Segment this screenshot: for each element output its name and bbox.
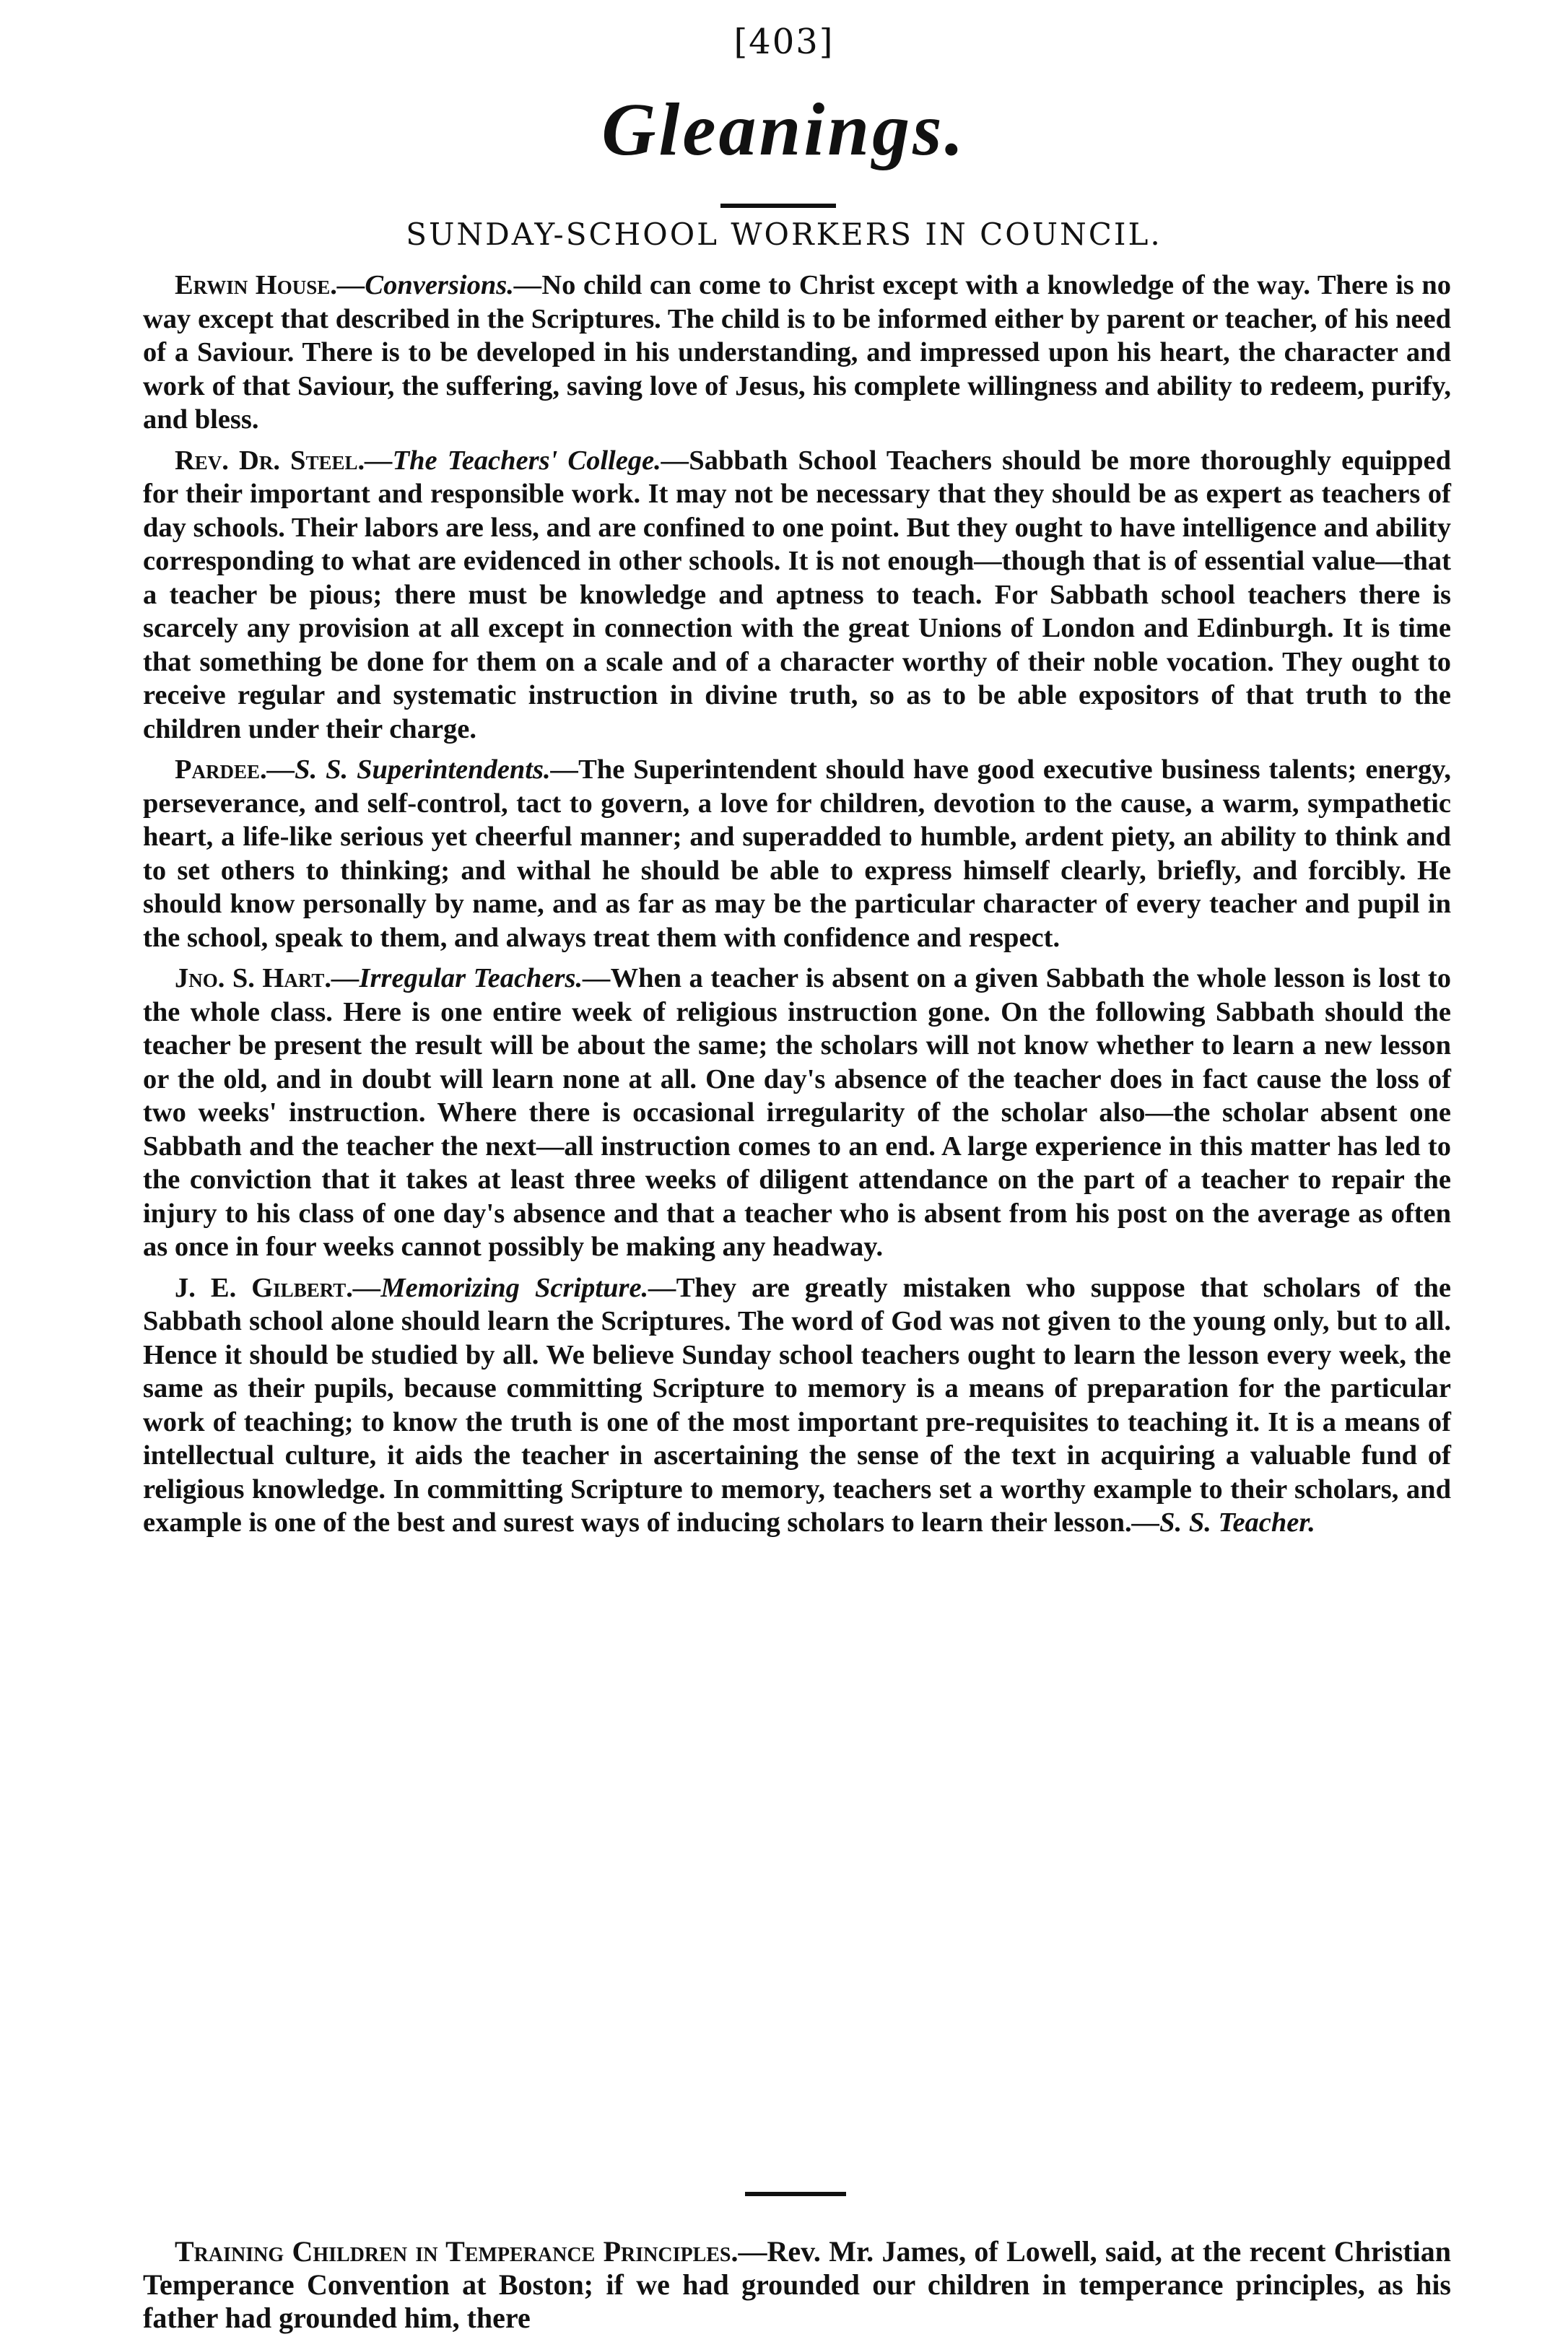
topic-title: —The Teachers' College.— [365,445,689,476]
title-divider [720,204,836,208]
temperance-section [143,2235,1451,2342]
topic-title: —Memorizing Scripture.— [352,1272,676,1303]
council-section [143,269,1451,1547]
paragraph-body: They are greatly mistaken who suppose that scholars of the Sabbath school alone should learn the Scriptures. The word of God was not given to the young only, but to all. Hence it should be studied by all. We believe Sunday school teachers ought to learn the lesson every week, the same as their pupils, because committing Scripture to memory is a means of preparation for the particular work of teaching; to know the truth is one of the most important pre-requisites to teaching it. It is a means of intellectual culture, it aids the teacher in ascertaining the sense of the text in acquiring a valuable fund of religious knowledge. In committing Scripture to memory, teachers set a worthy example to their scholars, and example is one of the best and surest ways of inducing scholars to learn their lesson. [143,1272,1451,1538]
section-divider [745,2192,846,2196]
paragraph-gilbert [143,1271,1451,1540]
topic-title: —S. S. Superintendents.— [266,754,579,785]
paragraph-temperance [143,2235,1451,2335]
speaker-name: Erwin House. [175,270,337,300]
speaker-name: J. E. Gilbert. [175,1272,353,1303]
page-title: Gleanings. [601,88,967,171]
paragraph-dr-steel [143,444,1451,746]
paragraph-body: No child can come to Christ except with a knowledge of the way. There is no way except that described in the Scriptures. The child is to be informed either by parent or teacher, of his need of a Saviour. There is to be developed in his understanding, and impressed upon his heart, the character and work of that Saviour, the suffering, saving love of Jesus, his complete willingness and ability to redeem, purify, and bless. [143,270,1451,435]
paragraph-body: When a teacher is absent on a given Sabbath the whole lesson is lost to the whole class. Here is one entire week of religious instruction gone. On the following Sabbath should the teacher be present the result will be about the same; the scholars will not know whether to learn a new lesson or the old, and in doubt will learn none at all. One day's absence of the teacher does in fact cause the loss of two weeks' instruction. Where there is occasional irregularity of the scholar also—the scholar absent one Sabbath and the teacher the next—all instruction comes to an end. A large experience in this matter has led to the conviction that it takes at least three weeks of diligent attendance on the part of a teacher to repair the injury to his class of one day's absence and that a teacher who is absent from his post on the average as often as once in four weeks cannot possibly be making any headway. [143,963,1451,1262]
topic-title: —Irregular Teachers.— [331,963,611,993]
speaker-name: Rev. Dr. Steel. [175,445,365,476]
paragraph-pardee [143,753,1451,954]
speaker-name: Pardee. [175,754,267,785]
paragraph-hart [143,962,1451,1264]
paragraph-body: Sabbath School Teachers should be more thoroughly equipped for their important and responsible work. It may not be necessary that they should be as expert as teachers of day schools. Their labors are less, and are confined to one point. But they ought to have intelligence and ability corresponding to what are evidenced in other schools. It is not enough—though that is of essential value—that a teacher be pious; there must be knowledge and aptness to teach. For Sabbath school teachers there is scarcely any provision at all except in connection with the great Unions of London and Edinburgh. It is time that something be done for them on a scale and of a character worthy of their noble vocation. They ought to receive regular and systematic instruction in divine truth, so as to be able expositors of that truth to the children under their charge. [143,445,1451,744]
source-citation: —S. S. Teacher. [1131,1507,1315,1538]
topic-title: —Conversions.— [336,270,542,300]
temperance-heading: Training Children in Temperance Principles. [175,2235,739,2268]
paragraph-body: —Rev. Mr. James, of Lowell, said, at the recent Christian Temperance Convention at Boston; if we had grounded our children in temperance principles, as his father had grounded him, there [143,2235,1451,2334]
section-heading: SUNDAY-SCHOOL WORKERS IN COUNCIL. [406,217,1162,252]
paragraph-erwin-house [143,269,1451,437]
paragraph-body: The Superintendent should have good executive business talents; energy, perseverance, and self-control, tact to govern, a love for children, devotion to the cause, a warm, sympathetic heart, a life-like serious yet cheerful manner; and superadded to humble, ardent piety, an ability to think and to set others to thinking; and withal he should be able to express himself clearly, briefly, and forcibly. He should know personally by name, and as far as may be the particular character of every teacher and pupil in the school, speak to them, and always treat them with confidence and respect. [143,754,1451,953]
page-number: [403] [733,22,835,62]
speaker-name: Jno. S. Hart. [175,963,332,993]
